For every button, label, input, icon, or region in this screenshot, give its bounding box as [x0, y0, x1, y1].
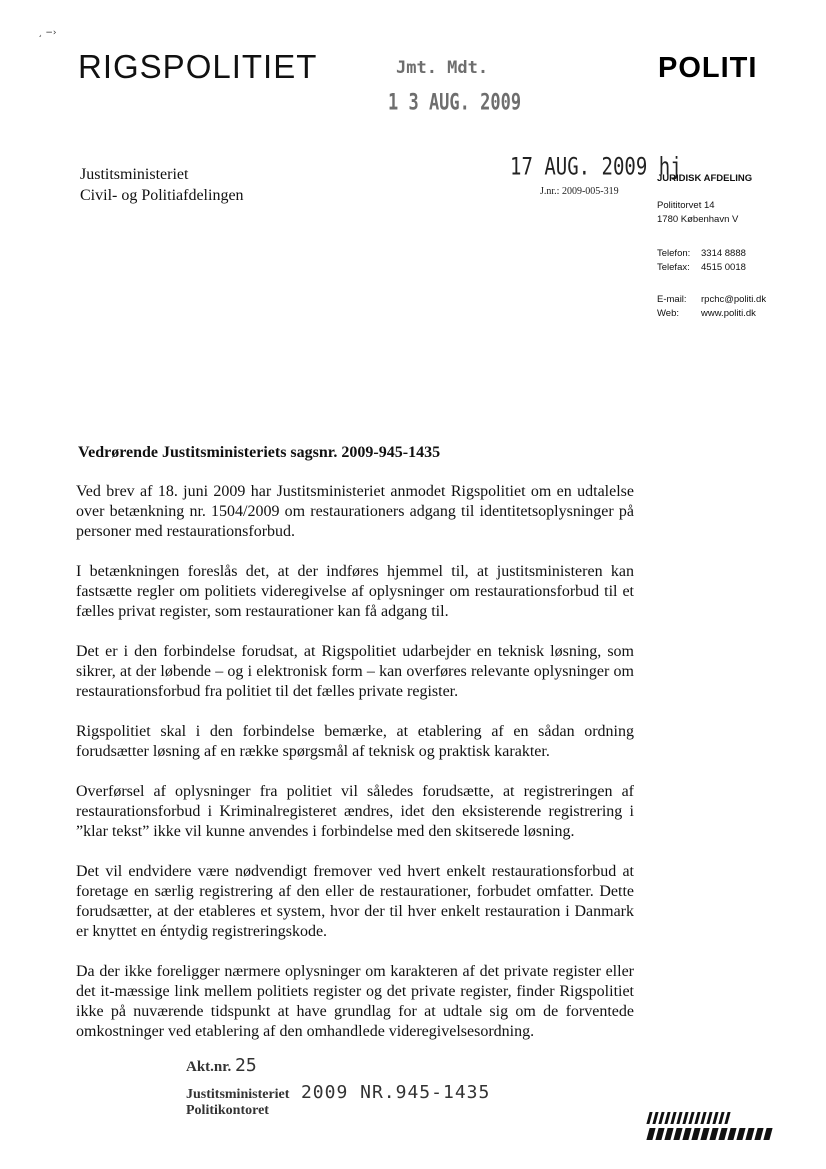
recipient-address — [80, 164, 244, 206]
paragraph-7: Da der ikke foreligger nærmere oplysninger om karakteren af det private register eller det it-mæssige link mellem politiets register og det private register, finder Rigspolitiet ikke på nuværende tidspunkt at have grundlag for at udtale sig om de forventede omkostninger ved etablering af den omhandlede videregivelsesordning. — [76, 963, 634, 1040]
paragraph-6: Det vil endvidere være nødvendigt fremover ved hvert enkelt restaurationsforbud at foretage en særlig registrering af den eller de restaurationer, forbudet omfatter. Dette forudsætter, at der etableres et system, hvor der til hver enkelt restauration i Danmark er knyttet en éntydig registreringskode. — [76, 863, 634, 940]
fax-row — [657, 261, 746, 275]
fax-label: Telefax: — [657, 262, 690, 273]
address-city: 1780 København V — [657, 214, 739, 225]
letter-body — [76, 482, 634, 1062]
paragraph-4: Rigspolitiet skal i den forbindelse bemærke, at etablering af en sådan ordning forudsætter løsning af en række spørgsmål af teknisk og praktisk karakter. — [76, 723, 634, 760]
department-name: JURIDISK AFDELING — [657, 173, 753, 184]
barcode-bottom-row — [648, 1128, 771, 1140]
office-sub: Politikontoret — [186, 1103, 269, 1118]
journal-number: J.nr.: 2009-005-319 — [540, 186, 619, 197]
phone-value: 3314 8888 — [701, 248, 746, 259]
barcode-top-row — [648, 1112, 771, 1124]
phone-label: Telefon: — [657, 248, 691, 259]
barcode — [648, 1112, 771, 1140]
sender-address — [657, 199, 738, 227]
fax-value: 4515 0018 — [701, 262, 746, 273]
archive-stamp — [186, 1055, 490, 1119]
received-stamp-date: 1 3 AUG. 2009 — [388, 90, 522, 116]
sender-name: RIGSPOLITIET — [78, 48, 318, 85]
email-label: E-mail: — [657, 294, 687, 305]
akt-number: 25 — [235, 1055, 257, 1076]
case-number-handwritten: 2009 NR.945-1435 — [300, 1082, 491, 1103]
email-row — [657, 293, 766, 307]
paragraph-5: Overførsel af oplysninger fra politiet vil således forudsætte, at registreringen af restaurationsforbud i Kriminalregisteret ændres, idet den eksisterende registrering i ”klar tekst” ikke vil kunne anvendes i forbindelse med den skitserede løsning. — [76, 783, 634, 840]
akt-row — [186, 1055, 490, 1076]
phone-row — [657, 247, 746, 261]
office-row — [186, 1082, 490, 1103]
office-label: Justitsministeriet — [186, 1087, 290, 1102]
online-contact-block — [657, 293, 766, 321]
web-label: Web: — [657, 308, 680, 319]
paragraph-2: I betænkningen foreslås det, at der indføres hjemmel til, at justitsministeren kan fastsætte regler om politiets videregivelse af oplysninger om restaurationsforbud til et fælles privat register, som restaurationer kan få adgang til. — [76, 563, 634, 620]
recipient-line-1: Justitsministeriet — [80, 166, 189, 183]
corner-mark: ¸ −› — [38, 28, 57, 38]
address-street: Polititorvet 14 — [657, 200, 715, 211]
web-row — [657, 307, 766, 321]
politi-logo: POLITI — [658, 52, 758, 84]
akt-label: Akt.nr. — [186, 1059, 232, 1075]
paragraph-1: Ved brev af 18. juni 2009 har Justitsministeriet anmodet Rigspolitiet om en udtalelse over betænkning nr. 1504/2009 om restaurationers adgang til identitetsoplysninger på personer med restaurationsforbud. — [76, 483, 634, 540]
letter-subject: Vedrørende Justitsministeriets sagsnr. 2009-945-1435 — [78, 444, 441, 461]
web-value: www.politi.dk — [701, 308, 756, 319]
paragraph-3: Det er i den forbindelse forudsat, at Rigspolitiet udarbejder en teknisk løsning, som sikrer, at der løbende – og i elektronisk form – kan overføres relevante oplysninger om restaurationsforbud fra politiet til det fælles private register. — [76, 643, 634, 700]
recipient-line-2: Civil- og Politiafdelingen — [80, 187, 244, 204]
received-stamp-office: Jmt. Mdt. — [396, 58, 489, 78]
date-stamp: 17 AUG. 2009 hj — [510, 153, 682, 181]
phone-block — [657, 247, 746, 275]
email-value: rpchc@politi.dk — [701, 294, 767, 305]
